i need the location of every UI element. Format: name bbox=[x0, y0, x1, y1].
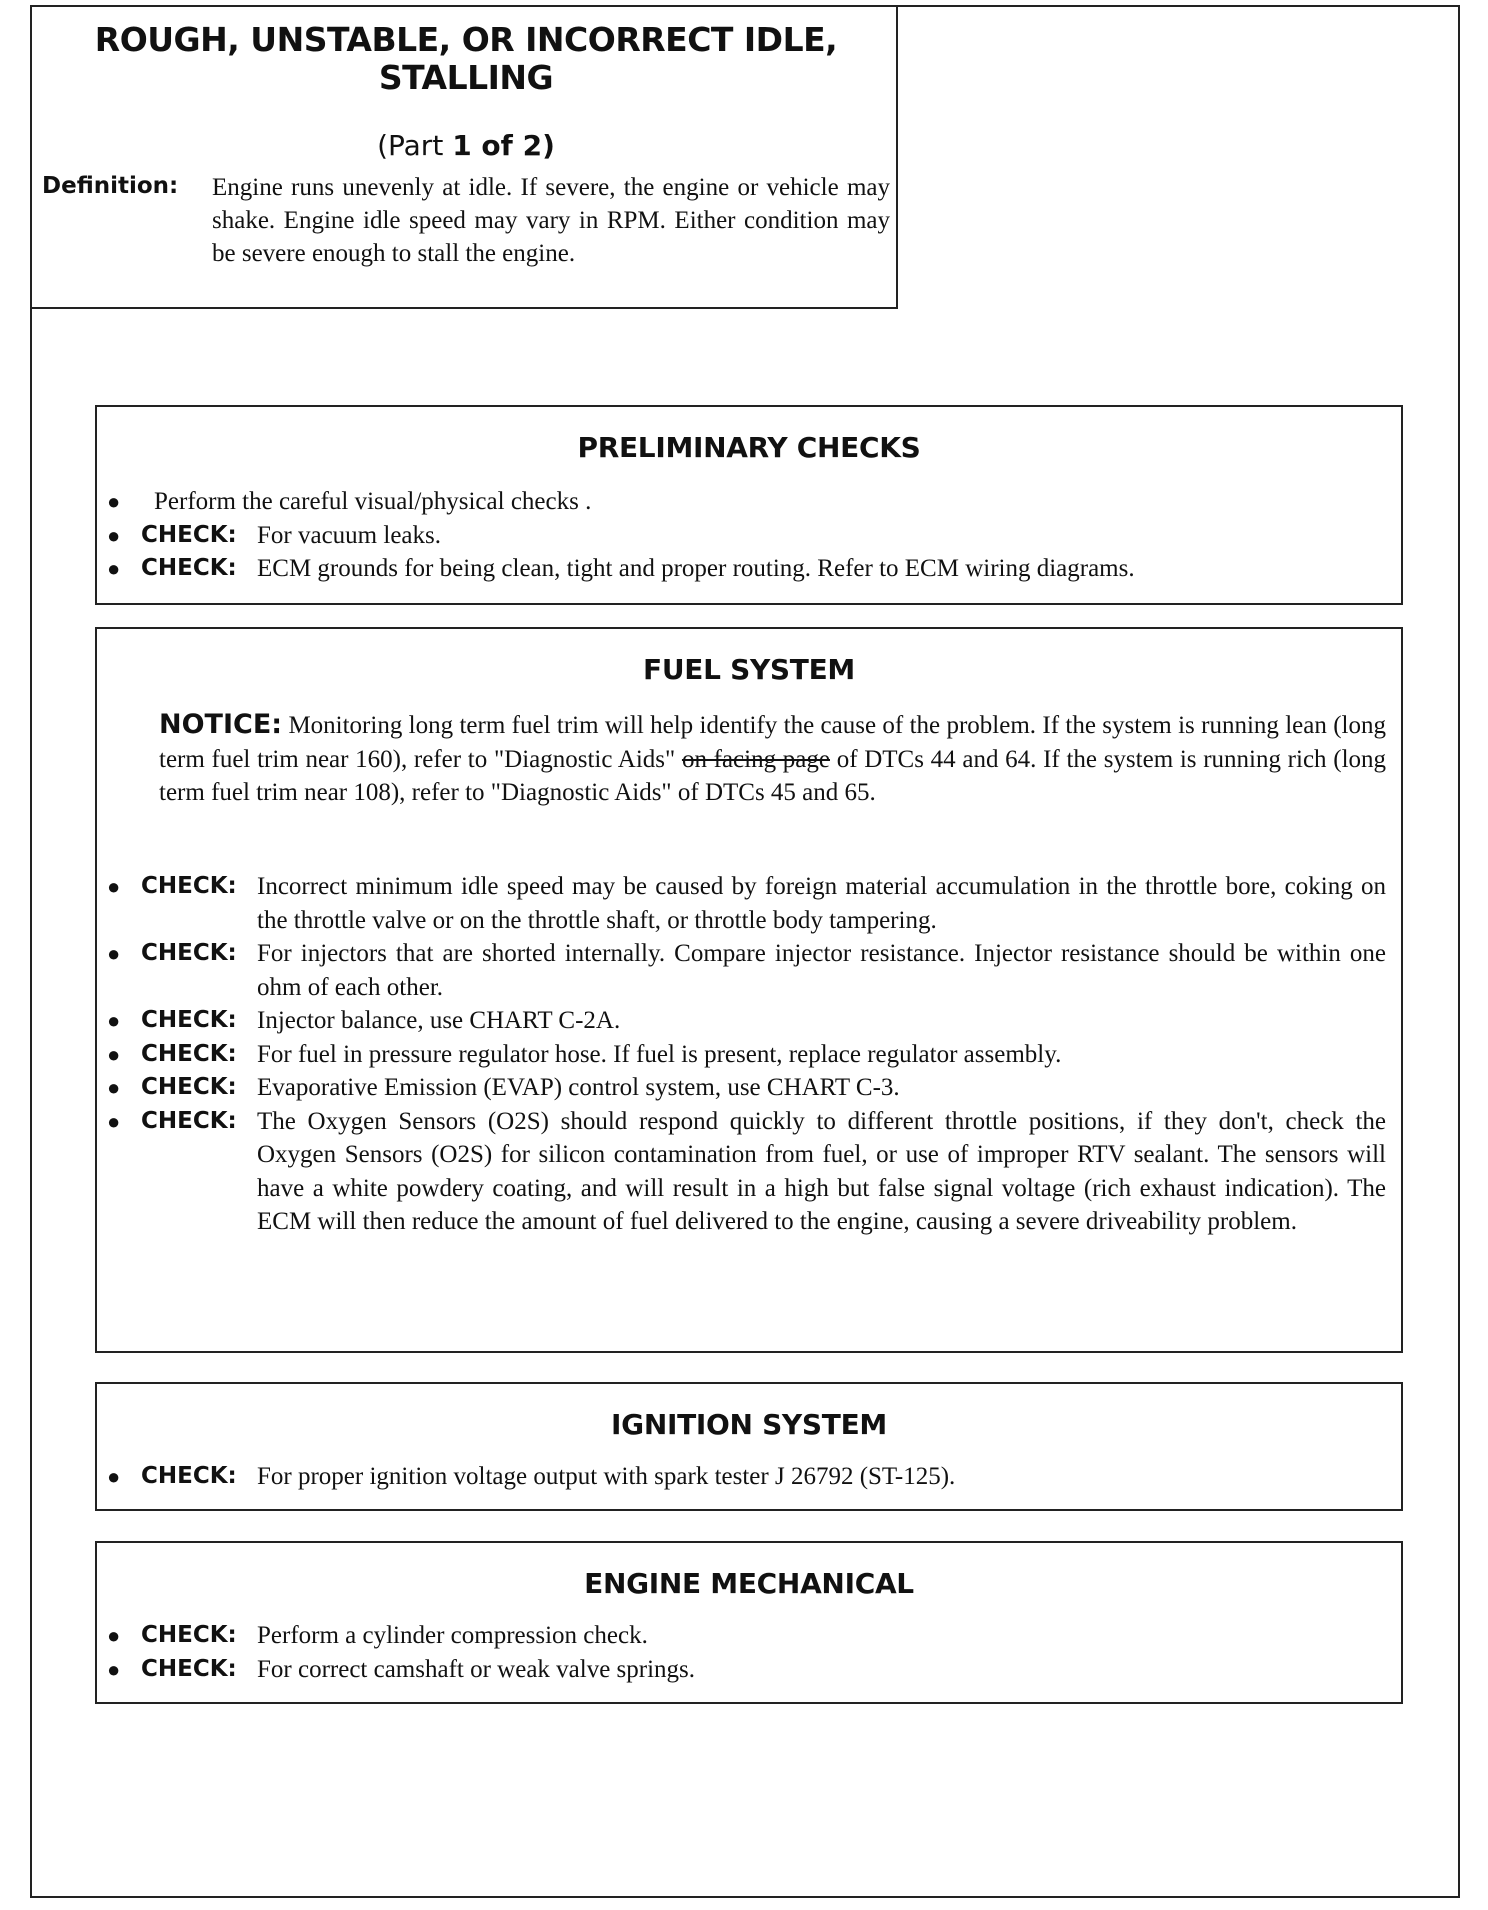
bullet-icon: ● bbox=[107, 941, 121, 966]
list-item bbox=[97, 1460, 1401, 1494]
fuel-system-heading: FUEL SYSTEM bbox=[643, 653, 855, 686]
engine-mechanical-list bbox=[97, 1619, 1401, 1686]
list-item bbox=[97, 1653, 1401, 1687]
item-text: ECM grounds for being clean, tight and proper routing. Refer to ECM wiring diagrams. bbox=[257, 555, 1135, 582]
notice-text-1: Monitoring long term fuel trim will help identify the cause of the problem. If the system is running lean (long term fuel trim near 160), refer to "Diagnostic Aids" bbox=[159, 712, 1387, 773]
preliminary-checks-list bbox=[97, 485, 1401, 586]
engine-mechanical-heading: ENGINE MECHANICAL bbox=[584, 1567, 914, 1600]
notice-paragraph bbox=[159, 708, 1386, 810]
item-text: The Oxygen Sensors (O2S) should respond quickly to different throttle positions, if they don't, check the Oxygen Sensors (O2S) for silicon contamination from fuel, or use of improper RTV sealant. The sensors will have a white powdery coating, and will result in a high but false signal voltage (rich exhaust indication). The ECM will then reduce the amount of fuel delivered to the engine, causing a severe driveability problem. bbox=[257, 1107, 1386, 1235]
check-label: CHECK: bbox=[141, 1622, 237, 1648]
bullet-icon: ● bbox=[107, 1108, 121, 1134]
bullet-icon: ● bbox=[107, 556, 121, 581]
list-item bbox=[97, 1004, 1401, 1038]
bullet-icon: ● bbox=[107, 1464, 121, 1489]
check-label: CHECK: bbox=[141, 1107, 237, 1134]
ignition-system-section bbox=[95, 1382, 1403, 1511]
bullet-icon: ● bbox=[107, 1008, 121, 1033]
fuel-system-list bbox=[97, 870, 1401, 1239]
part-prefix: (Part bbox=[377, 129, 453, 162]
definition-label: Definition: bbox=[42, 173, 179, 199]
page-title bbox=[32, 21, 900, 97]
bullet-icon: ● bbox=[107, 1075, 121, 1100]
list-item bbox=[97, 1038, 1401, 1072]
check-label: CHECK: bbox=[141, 1463, 237, 1489]
check-label: CHECK: bbox=[141, 1074, 237, 1100]
definition-text: Engine runs unevenly at idle. If severe, the engine or vehicle may shake. Engine idle speed may vary in RPM. Either condition may be severe enough to stall the engine. bbox=[212, 174, 890, 267]
item-text: For injectors that are shorted internally. Compare injector resistance. Injector resistance should be within one ohm of each other. bbox=[257, 940, 1386, 1001]
list-item bbox=[97, 1619, 1401, 1653]
list-item bbox=[97, 1071, 1401, 1105]
list-item bbox=[97, 1105, 1401, 1239]
list-item bbox=[97, 937, 1401, 1004]
item-text: Incorrect minimum idle speed may be caused by foreign material accumulation in the throttle bore, coking on the throttle valve or on the throttle shaft, or throttle body tampering. bbox=[257, 873, 1386, 934]
preliminary-checks-section bbox=[95, 405, 1403, 605]
list-item bbox=[97, 485, 1401, 519]
title-line-1: ROUGH, UNSTABLE, OR INCORRECT IDLE, bbox=[94, 20, 838, 59]
item-text: For fuel in pressure regulator hose. If fuel is present, replace regulator assembly. bbox=[257, 1040, 1062, 1068]
check-label: CHECK: bbox=[141, 521, 237, 548]
title-line-2: STALLING bbox=[378, 58, 554, 97]
check-label: CHECK: bbox=[141, 1007, 237, 1033]
item-text: For correct camshaft or weak valve springs. bbox=[257, 1655, 696, 1683]
fuel-system-section bbox=[95, 627, 1403, 1353]
notice-text-2: of DTCs 44 and 64. If the system is running rich (long term fuel trim near 108), refer to "Diagnostic Aids" of DTCs 45 and 65. bbox=[159, 745, 1387, 806]
bullet-icon: ● bbox=[107, 1656, 121, 1682]
part-indicator bbox=[32, 129, 900, 162]
preliminary-checks-heading: PRELIMINARY CHECKS bbox=[577, 431, 921, 464]
check-label: CHECK: bbox=[141, 555, 237, 581]
part-value: 1 of 2) bbox=[452, 129, 555, 162]
list-item bbox=[97, 519, 1401, 553]
check-label: CHECK: bbox=[141, 873, 237, 899]
item-text: For proper ignition voltage output with spark tester J 26792 (ST-125). bbox=[257, 1463, 956, 1490]
ignition-system-heading: IGNITION SYSTEM bbox=[611, 1408, 887, 1441]
bullet-icon: ● bbox=[107, 874, 121, 899]
check-label: CHECK: bbox=[141, 1040, 237, 1067]
bullet-icon: ● bbox=[107, 522, 121, 548]
check-label: CHECK: bbox=[141, 940, 237, 966]
engine-mechanical-section bbox=[95, 1541, 1403, 1704]
notice-label: NOTICE: bbox=[159, 709, 283, 740]
title-box bbox=[30, 5, 898, 309]
item-text: Injector balance, use CHART C-2A. bbox=[257, 1007, 621, 1034]
bullet-icon: ● bbox=[107, 489, 121, 514]
bullet-icon: ● bbox=[107, 1041, 121, 1067]
ignition-system-list bbox=[97, 1460, 1401, 1494]
item-text: Perform the careful visual/physical checks . bbox=[154, 488, 592, 515]
bullet-icon: ● bbox=[107, 1623, 121, 1648]
list-item bbox=[97, 552, 1401, 586]
notice-struck-text: on facing page bbox=[681, 745, 830, 773]
item-text: Evaporative Emission (EVAP) control system, use CHART C-3. bbox=[257, 1074, 900, 1101]
list-item bbox=[97, 870, 1401, 937]
item-text: Perform a cylinder compression check. bbox=[257, 1622, 648, 1649]
item-text: For vacuum leaks. bbox=[257, 521, 441, 549]
check-label: CHECK: bbox=[141, 1655, 237, 1682]
